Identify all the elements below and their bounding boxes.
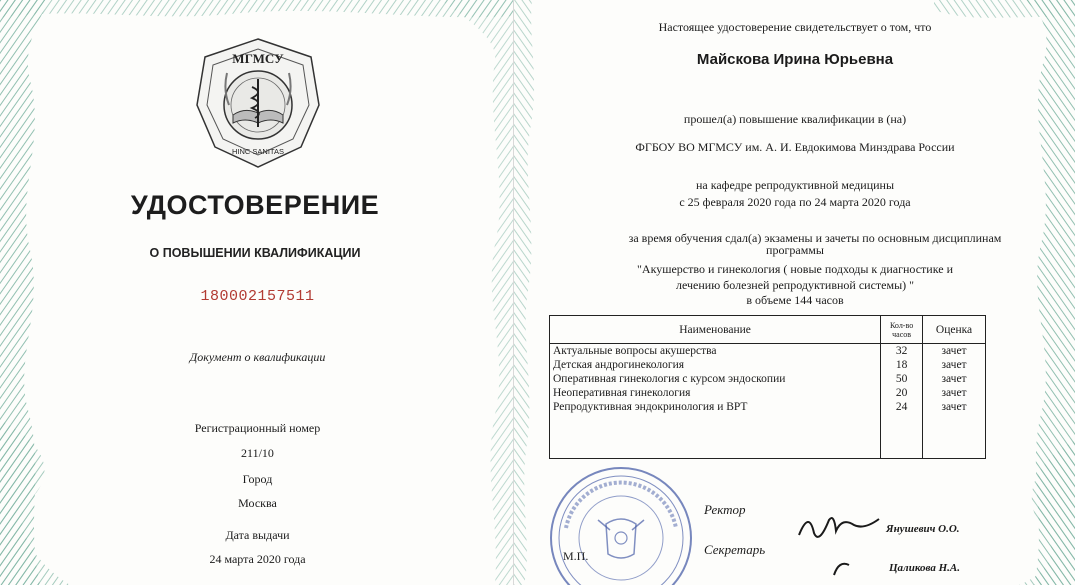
department-name: на кафедре репродуктивной медицины — [695, 178, 895, 192]
certificate-number: 180002157511 — [200, 288, 315, 305]
course-hours: 50 — [881, 372, 923, 386]
certificate-subtitle: О ПОВЫШЕНИИ КВАЛИФИКАЦИИ — [149, 246, 361, 260]
course-name: Актуальные вопросы акушерства — [550, 344, 881, 359]
right-page — [513, 0, 1075, 585]
course-grade: зачет — [923, 344, 986, 359]
registration-label: Регистрационный номер — [194, 421, 321, 435]
certificate-title: УДОСТОВЕРЕНИЕ — [130, 190, 380, 220]
program-title-line2: лечению болезней репродуктивной системы) " — [675, 278, 915, 292]
column-header-hours: Кол-во часов — [881, 316, 923, 344]
secretary-name: Цаликова Н.А. — [889, 562, 960, 574]
issue-date-label: Дата выдачи — [225, 528, 290, 542]
person-name: Майскова Ирина Юрьевна — [696, 51, 894, 68]
program-title-line1: "Акушерство и гинекология ( новые подходы к диагностике и — [637, 262, 953, 276]
table-row — [550, 400, 986, 459]
exams-text-line1: за время обучения сдал(а) экзамены и зачеты по основным дисциплинам — [628, 231, 1002, 245]
course-grade: зачет — [923, 372, 986, 386]
emblem-bottom-text: HINC SANITAS — [232, 147, 284, 156]
course-name: Детская андрогинекология — [550, 358, 881, 372]
courses-table-header — [550, 316, 986, 344]
course-hours: 20 — [881, 386, 923, 400]
course-name: Неоперативная гинекология — [550, 386, 881, 400]
courses-table — [549, 315, 986, 459]
column-header-name: Наименование — [550, 316, 881, 344]
table-row — [550, 344, 986, 359]
course-grade: зачет — [923, 358, 986, 372]
issue-date-value: 24 марта 2020 года — [209, 552, 306, 566]
rector-label: Ректор — [704, 502, 746, 517]
course-hours: 32 — [881, 344, 923, 359]
msmsu-emblem — [193, 35, 323, 170]
left-page — [0, 0, 513, 585]
exams-text-line2: программы — [766, 243, 824, 257]
study-period: с 25 февраля 2020 года по 24 марта 2020 года — [679, 195, 911, 209]
city-label: Город — [242, 472, 273, 486]
emblem-top-text: МГМСУ — [232, 51, 284, 66]
institution-name: ФГБОУ ВО МГМСУ им. А. И. Евдокимова Минздрава России — [635, 140, 955, 154]
seal-label: М.П. — [563, 549, 589, 563]
table-row — [550, 386, 986, 400]
table-row — [550, 358, 986, 372]
course-hours: 18 — [881, 358, 923, 372]
course-hours: 24 — [881, 400, 923, 459]
city-value: Москва — [238, 496, 277, 510]
rector-signature — [794, 505, 889, 585]
course-name: Репродуктивная эндокринология и ВРТ — [550, 400, 881, 459]
rector-name: Янушевич О.О. — [886, 523, 960, 535]
document-type: Документ о квалификации — [189, 350, 326, 364]
course-grade: зачет — [923, 386, 986, 400]
course-name: Оперативная гинекология с курсом эндоскопии — [550, 372, 881, 386]
secretary-label: Секретарь — [704, 542, 766, 557]
course-grade: зачет — [923, 400, 986, 459]
table-row — [550, 372, 986, 386]
column-header-grade: Оценка — [923, 316, 986, 344]
official-stamp — [546, 458, 696, 585]
intro-text: Настоящее удостоверение свидетельствует о том, что — [658, 20, 932, 34]
registration-value: 211/10 — [241, 446, 274, 460]
completed-text: прошел(а) повышение квалификации в (на) — [683, 112, 907, 126]
program-volume: в объеме 144 часов — [746, 293, 844, 307]
